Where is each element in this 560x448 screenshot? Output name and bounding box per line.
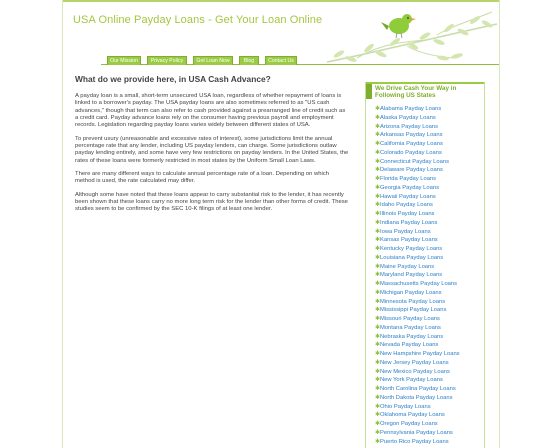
state-list-item (375, 123, 484, 132)
state-link[interactable]: Missouri Payday Loans (380, 316, 440, 322)
bullet-icon: ✱ (375, 237, 381, 244)
state-list-item (375, 131, 484, 140)
state-link[interactable]: Florida Payday Loans (380, 176, 437, 182)
state-link[interactable]: Michigan Payday Loans (380, 289, 442, 296)
sidebar-accent-bar (366, 84, 372, 99)
state-list-item (375, 228, 484, 237)
state-link[interactable]: Idaho Payday Loans (380, 202, 433, 209)
bullet-icon: ✱ (375, 421, 381, 427)
state-list-item (375, 376, 484, 385)
nav-privacy-policy[interactable]: Privacy Policy (147, 56, 187, 65)
state-link[interactable]: Kentucky Payday Loans (380, 246, 443, 252)
page-container (62, 0, 500, 448)
state-link[interactable]: Connecticut Payday Loans (380, 158, 449, 165)
state-link[interactable]: New Jersey Payday Loans (380, 359, 449, 366)
state-link[interactable]: North Carolina Payday Loans (380, 386, 456, 392)
state-link[interactable]: Alabama Payday Loans (380, 106, 442, 112)
state-link[interactable]: Minnesota Payday Loans (380, 298, 446, 305)
bullet-icon: ✱ (375, 167, 381, 174)
bullet-icon: ✱ (375, 106, 381, 112)
site-header (63, 0, 499, 66)
state-list-item (375, 411, 484, 420)
state-link[interactable]: Maine Payday Loans (380, 263, 435, 270)
bullet-icon: ✱ (375, 246, 381, 252)
bullet-icon: ✱ (375, 176, 381, 182)
state-list-item (375, 105, 484, 114)
bullet-icon: ✱ (375, 377, 381, 384)
bullet-icon: ✱ (375, 298, 381, 305)
bullet-icon: ✱ (375, 114, 381, 121)
state-list-item (375, 350, 484, 359)
state-link[interactable]: Oregon Payday Loans (380, 421, 438, 427)
state-list-item (375, 245, 484, 254)
state-link[interactable]: Illinois Payday Loans (380, 211, 435, 217)
state-list-item (375, 420, 484, 429)
bullet-icon: ✱ (375, 149, 381, 156)
state-link[interactable]: Colorado Payday Loans (380, 149, 442, 156)
state-list-item (375, 166, 484, 175)
state-link[interactable]: Nebraska Payday Loans (380, 333, 444, 340)
state-link[interactable]: Arizona Payday Loans (380, 123, 439, 130)
bullet-icon: ✱ (375, 412, 381, 419)
state-link[interactable]: New York Payday Loans (380, 377, 443, 384)
state-link[interactable]: Maryland Payday Loans (380, 272, 443, 279)
main-heading: What do we provide here, in USA Cash Advance? (75, 74, 271, 84)
states-sidebar (365, 82, 485, 448)
state-list-item (375, 254, 484, 263)
bullet-icon: ✱ (375, 281, 381, 287)
state-list-item (375, 175, 484, 184)
bullet-icon: ✱ (375, 429, 381, 436)
state-list-item (375, 201, 484, 210)
state-list-item (375, 341, 484, 350)
sidebar-title: We Drive Cash Your Way in Following US States (375, 85, 457, 100)
bullet-icon: ✱ (375, 158, 381, 165)
state-list-item (375, 298, 484, 307)
state-list-item (375, 236, 484, 245)
bullet-icon: ✱ (375, 184, 381, 191)
state-link[interactable]: North Dakota Payday Loans (380, 394, 453, 401)
state-link[interactable]: Pennsylvania Payday Loans (380, 429, 453, 436)
state-link[interactable]: Alaska Payday Loans (380, 114, 436, 121)
bullet-icon: ✱ (375, 324, 381, 331)
site-title[interactable]: USA Online Payday Loans - Get Your Loan Online (73, 14, 323, 26)
state-link[interactable]: Iowa Payday Loans (380, 228, 431, 235)
bullet-icon: ✱ (375, 359, 381, 366)
state-link[interactable]: Massachusetts Payday Loans (380, 281, 458, 287)
nav-contact-us[interactable]: Contact Us (265, 56, 297, 65)
bullet-icon: ✱ (375, 307, 381, 314)
state-list-item (375, 158, 484, 167)
bullet-icon: ✱ (375, 351, 381, 357)
state-link[interactable]: Kansas Payday Loans (380, 237, 438, 244)
state-list-item (375, 149, 484, 158)
bullet-icon: ✱ (375, 272, 381, 279)
paragraph-risk: Although some have noted that these loans appear to carry substantial risk to the lender, it has recently been shown that these loans carry no more long term risk for the lender than other forms of credit. These studies seem to be confirmed by the SEC 10-K filings of at least one lender. (75, 191, 348, 213)
state-list-item (375, 184, 484, 193)
state-link[interactable]: Hawaii Payday Loans (380, 193, 436, 200)
bullet-icon: ✱ (375, 333, 381, 340)
paragraph-apr: There are many different ways to calculate annual percentage rate of a loan. Depending on which method is used, the rate calculated may differ. (75, 171, 330, 185)
state-list-item (375, 315, 484, 324)
state-link-list (366, 101, 484, 446)
main-nav (63, 56, 499, 66)
state-link[interactable]: Mississippi Payday Loans (380, 307, 447, 314)
bullet-icon: ✱ (375, 254, 381, 261)
state-list-item (375, 210, 484, 219)
state-link[interactable]: Oklahoma Payday Loans (380, 412, 445, 419)
bullet-icon: ✱ (375, 219, 381, 226)
state-list-item (375, 359, 484, 368)
bullet-icon: ✱ (375, 386, 381, 392)
bullet-icon: ✱ (375, 394, 381, 401)
bullet-icon: ✱ (375, 316, 381, 322)
nav-our-mission[interactable]: Our Mission (107, 56, 141, 65)
state-list-item (375, 193, 484, 202)
bullet-icon: ✱ (375, 211, 381, 217)
bullet-icon: ✱ (375, 141, 381, 147)
state-link[interactable]: New Hampshire Payday Loans (380, 351, 460, 357)
state-link[interactable]: Arkansas Payday Loans (380, 132, 443, 139)
bird-icon (381, 14, 416, 38)
state-link[interactable]: Indiana Payday Loans (380, 219, 438, 226)
bullet-icon: ✱ (375, 342, 381, 349)
state-list-item (375, 333, 484, 342)
state-list-item (375, 403, 484, 412)
state-list-item (375, 114, 484, 123)
sidebar-header (366, 82, 484, 101)
bullet-icon: ✱ (375, 438, 381, 445)
state-list-item (375, 429, 484, 438)
state-list-item (375, 324, 484, 333)
state-link[interactable]: Montana Payday Loans (380, 324, 441, 331)
state-link[interactable]: Puerto Rico Payday Loans (380, 438, 449, 445)
state-list-item (375, 280, 484, 289)
state-link[interactable]: Delaware Payday Loans (380, 167, 443, 174)
state-link[interactable]: Ohio Payday Loans (380, 403, 431, 410)
state-list-item (375, 263, 484, 272)
bullet-icon: ✱ (375, 123, 381, 130)
state-link[interactable]: Georgia Payday Loans (380, 184, 439, 191)
bullet-icon: ✱ (375, 132, 381, 139)
state-list-item (375, 394, 484, 403)
paragraph-usury: To prevent usury (unreasonable and excessive rates of interest), some jurisdictions limit the annual percentage rate that any lender, including US payday lenders, can charge. Some jurisdictions outlaw payday lending entirely, and some have very few restrictions on payday lenders. In the United States, the rates of these loans were formerly restricted in most states by the Uniform Small Loan Laws. (75, 135, 349, 164)
state-list-item (375, 368, 484, 377)
nav-blog[interactable]: Blog (239, 56, 259, 65)
state-list-item (375, 306, 484, 315)
nav-get-loan-now[interactable]: Get Loan Now (193, 56, 233, 65)
main-content (75, 74, 349, 220)
state-list-item (375, 289, 484, 298)
state-list-item (375, 271, 484, 280)
state-link[interactable]: California Payday Loans (380, 141, 443, 147)
bullet-icon: ✱ (375, 193, 381, 200)
state-link[interactable]: Louisiana Payday Loans (380, 254, 444, 261)
state-link[interactable]: Nevada Payday Loans (380, 342, 439, 349)
state-list-item (375, 140, 484, 149)
state-list-item (375, 385, 484, 394)
state-link[interactable]: New Mexico Payday Loans (380, 368, 450, 375)
paragraph-payday-loan: A payday loan is a small, short-term unsecured USA loan, regardless of whether repayment of loans is linked to a borrower's payday. The USA payday loans are also sometimes referred to as "US cash advances," though that term can also refer to cash provided against a prearranged line of credit such as a credit card. Payday advance loans rely on the consumer having previous payroll and employment records. Legislation regarding payday loans varies widely between different states of USA. (75, 93, 346, 129)
state-list-item (375, 219, 484, 228)
bullet-icon: ✱ (375, 368, 381, 375)
state-list-item (375, 438, 484, 447)
bullet-icon: ✱ (375, 263, 381, 270)
bullet-icon: ✱ (375, 403, 381, 410)
bullet-icon: ✱ (375, 228, 381, 235)
bullet-icon: ✱ (375, 289, 381, 296)
bullet-icon: ✱ (375, 202, 381, 209)
